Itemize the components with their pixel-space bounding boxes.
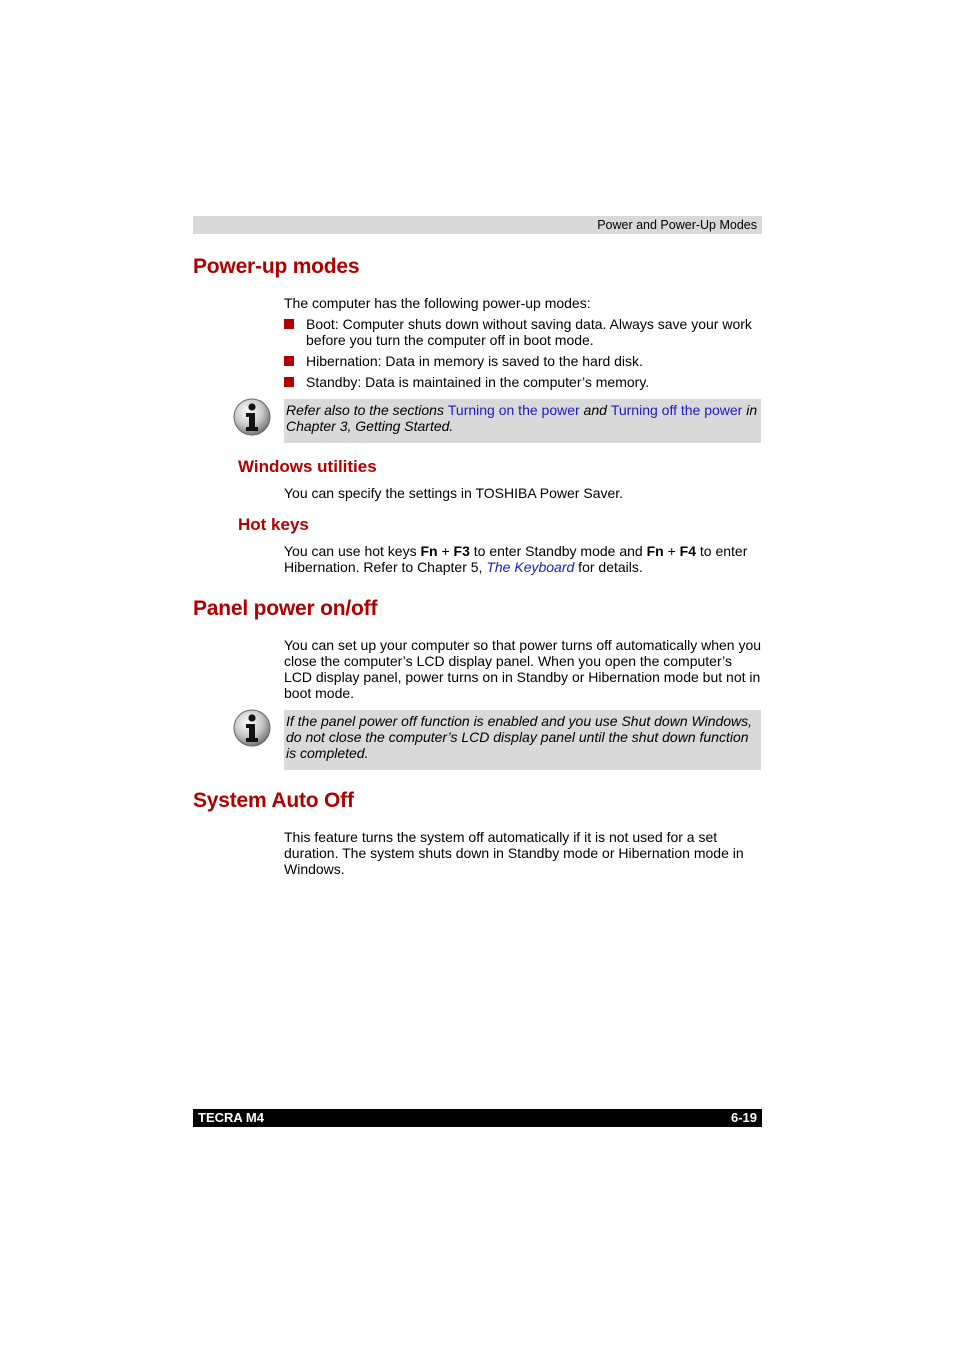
hot-keys-text-3: to enter Hibernation. Refer to Chapter 5,	[284, 543, 748, 575]
running-footer	[193, 1109, 762, 1127]
list-item	[284, 374, 762, 390]
square-bullet-icon	[284, 319, 294, 329]
list-item-text: Standby: Data is maintained in the computer’s memory.	[306, 374, 650, 390]
footer-page-number: 6-19	[730, 1110, 757, 1125]
link-turning-off-power[interactable]: Turning off the power	[610, 402, 743, 418]
heading-hot-keys: Hot keys	[238, 515, 309, 534]
system-auto-off-text: This feature turns the system off automatically if it is not used for a set duration. The system shuts down in Standby mode or Hibernation mode in Windows.	[284, 829, 744, 877]
hot-keys-text-2: to enter Standby mode and	[469, 543, 647, 559]
hot-keys-text-4: for details.	[574, 559, 643, 575]
list-item	[284, 316, 762, 348]
note-text	[284, 399, 761, 434]
note-text-mid: and	[579, 402, 611, 418]
heading-windows-utilities: Windows utilities	[238, 457, 377, 476]
key-f4: F4	[679, 543, 696, 559]
square-bullet-icon	[284, 377, 294, 387]
key-fn: Fn	[646, 543, 664, 559]
note-text: If the panel power off function is enabled and you use Shut down Windows, do not close the computer’s LCD display panel until the shut down function is completed.	[286, 713, 753, 761]
plus-sign: +	[663, 543, 680, 559]
link-the-keyboard[interactable]: The Keyboard	[486, 559, 575, 575]
note-box	[284, 710, 761, 770]
note-box	[284, 399, 761, 443]
heading-system-auto-off: System Auto Off	[193, 789, 354, 812]
list-item-text: Hibernation: Data in memory is saved to the hard disk.	[306, 353, 643, 369]
footer-product-name: TECRA M4	[198, 1110, 264, 1125]
square-bullet-icon	[284, 356, 294, 366]
note-text-pre: Refer also to the sections	[286, 402, 448, 418]
windows-utilities-text: You can specify the settings in TOSHIBA Power Saver.	[284, 485, 624, 501]
running-header-title: Power and Power-Up Modes	[597, 218, 757, 232]
heading-panel-power: Panel power on/off	[193, 597, 378, 620]
info-icon	[233, 709, 271, 747]
key-f3: F3	[453, 543, 470, 559]
panel-power-text: You can set up your computer so that power turns off automatically when you close the computer’s LCD display panel. When you open the computer’s LCD display panel, power turns on in Standby or Hibernation mode but not in boot mode.	[284, 637, 762, 701]
key-fn: Fn	[420, 543, 438, 559]
power-up-intro: The computer has the following power-up modes:	[284, 295, 591, 311]
hot-keys-text-1: You can use hot keys	[284, 543, 421, 559]
note-text-post: in Chapter 3, Getting Started.	[286, 402, 758, 434]
plus-sign: +	[437, 543, 454, 559]
running-header	[193, 216, 762, 234]
info-icon	[233, 398, 271, 436]
hot-keys-text	[284, 543, 762, 575]
list-item-text: Boot: Computer shuts down without saving data. Always save your work before you turn the computer off in boot mode.	[306, 316, 752, 348]
power-up-modes-list	[284, 316, 762, 395]
heading-power-up-modes: Power-up modes	[193, 255, 360, 278]
link-turning-on-power[interactable]: Turning on the power	[447, 402, 580, 418]
list-item	[284, 353, 762, 369]
